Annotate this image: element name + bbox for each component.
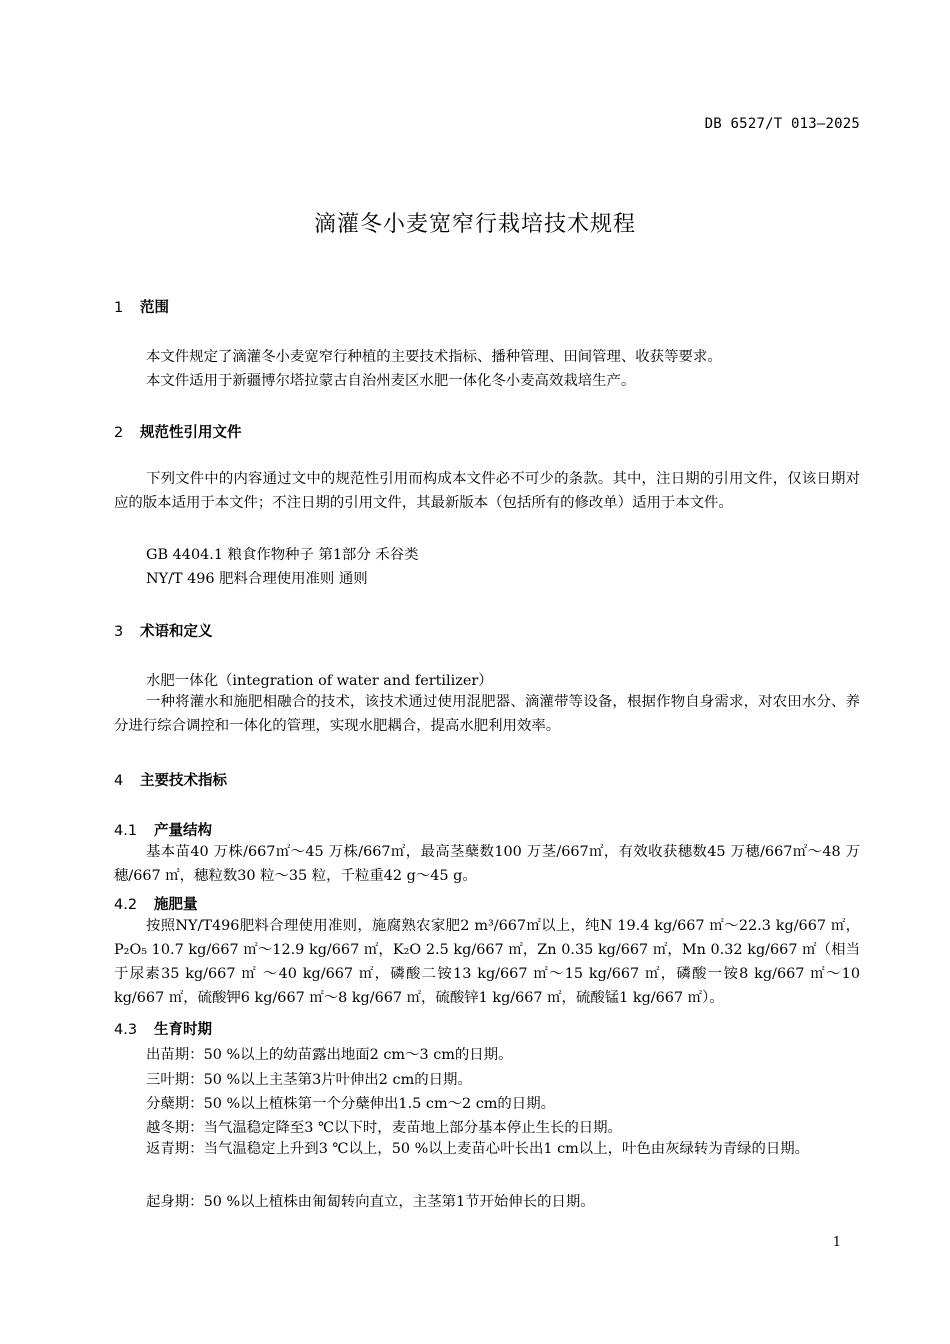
list-item: 三叶期：50 %以上主茎第3片叶伸出2 cm的日期。 bbox=[146, 1072, 472, 1088]
list-item: 返青期：当气温稳定上升到3 ℃以上，50 %以上麦苗心叶长出1 cm以上，叶色由灰绿转为青绿的日期。 bbox=[146, 1141, 810, 1157]
section-number: 1 bbox=[114, 300, 124, 316]
term-definition: 一种将灌水和施肥相融合的技术，该技术通过使用混肥器、滴灌带等设备，根据作物自身需求，对农田水分、养分进行综合调控和一体化的管理，实现水肥耦合，提高水肥利用效率。 bbox=[114, 694, 860, 734]
section-1-heading bbox=[114, 296, 169, 317]
standard-number: DB 6527/T 013—2025 bbox=[704, 116, 860, 132]
paragraph: 下列文件中的内容通过文中的规范性引用而构成本文件必不可少的条款。其中，注日期的引用文件，仅该日期对应的版本适用于本文件；不注日期的引用文件，其最新版本（包括所有的修改单）适用于本文件。 bbox=[114, 471, 860, 511]
subsection-4-1-heading bbox=[114, 819, 212, 840]
section-title: 范围 bbox=[140, 300, 169, 316]
paragraph: 按照NY/T496肥料合理使用准则，施腐熟农家肥2 m³/667㎡以上，纯N 19.4 kg/667 ㎡～22.3 kg/667 ㎡，P₂O₅ 10.7 kg/667 ㎡～12.9 kg/667 ㎡，K₂O 2.5 kg/667 ㎡，Zn 0.35 kg/667 ㎡，Mn 0.32 kg/667 ㎡（相当于尿素35 kg/667 ㎡ ～40 kg/667 ㎡，磷酸二铵13 kg/667 ㎡～15 kg/667 ㎡，磷酸一铵8 kg/667 ㎡～10 kg/667 ㎡，硫酸钾6 kg/667 ㎡～8 kg/667 ㎡，硫酸锌1 kg/667 ㎡，硫酸锰1 kg/667 ㎡）。 bbox=[114, 918, 860, 1006]
section-title: 术语和定义 bbox=[140, 624, 213, 640]
section-title: 主要技术指标 bbox=[140, 773, 227, 789]
list-item: 分蘖期：50 %以上植株第一个分蘖伸出1.5 cm～2 cm的日期。 bbox=[146, 1096, 555, 1112]
reference-item: GB 4404.1 粮食作物种子 第1部分 禾谷类 bbox=[146, 547, 419, 563]
section-title: 规范性引用文件 bbox=[140, 425, 242, 441]
paragraph: 基本苗40 万株/667㎡～45 万株/667㎡，最高茎蘖数100 万茎/667㎡，有效收获穗数45 万穗/667㎡～48 万穗/667 ㎡，穗粒数30 粒～35 粒，千粒重42 g～45 g。 bbox=[114, 844, 860, 884]
subsection-number: 4.3 bbox=[114, 1022, 138, 1038]
subsection-4-2-heading bbox=[114, 893, 198, 914]
subsection-title: 产量结构 bbox=[154, 823, 212, 839]
section-3-heading bbox=[114, 620, 213, 641]
subsection-title: 生育时期 bbox=[154, 1022, 212, 1038]
reference-item: NY/T 496 肥料合理使用准则 通则 bbox=[146, 571, 368, 587]
subsection-4-3-heading bbox=[114, 1018, 212, 1039]
subsection-number: 4.2 bbox=[114, 897, 138, 913]
list-item: 起身期：50 %以上植株由匍匐转向直立，主茎第1节开始伸长的日期。 bbox=[146, 1194, 595, 1210]
paragraph: 本文件规定了滴灌冬小麦宽窄行种植的主要技术指标、播种管理、田间管理、收获等要求。 bbox=[146, 349, 722, 365]
term-name: 水肥一体化（integration of water and fertilizer） bbox=[146, 673, 493, 689]
list-item: 出苗期：50 %以上的幼苗露出地面2 cm～3 cm的日期。 bbox=[146, 1047, 513, 1063]
section-number: 2 bbox=[114, 425, 124, 441]
list-item: 越冬期：当气温稳定降至3 ℃以下时，麦苗地上部分基本停止生长的日期。 bbox=[146, 1120, 622, 1136]
section-number: 3 bbox=[114, 624, 124, 640]
section-2-heading bbox=[114, 421, 242, 442]
paragraph: 本文件适用于新疆博尔塔拉蒙古自治州麦区水肥一体化冬小麦高效栽培生产。 bbox=[146, 373, 636, 389]
section-number: 4 bbox=[114, 773, 124, 789]
subsection-number: 4.1 bbox=[114, 823, 138, 839]
subsection-title: 施肥量 bbox=[154, 897, 198, 913]
document-title: 滴灌冬小麦宽窄行栽培技术规程 bbox=[313, 212, 636, 237]
page-number: 1 bbox=[832, 1235, 841, 1250]
section-4-heading bbox=[114, 769, 227, 790]
